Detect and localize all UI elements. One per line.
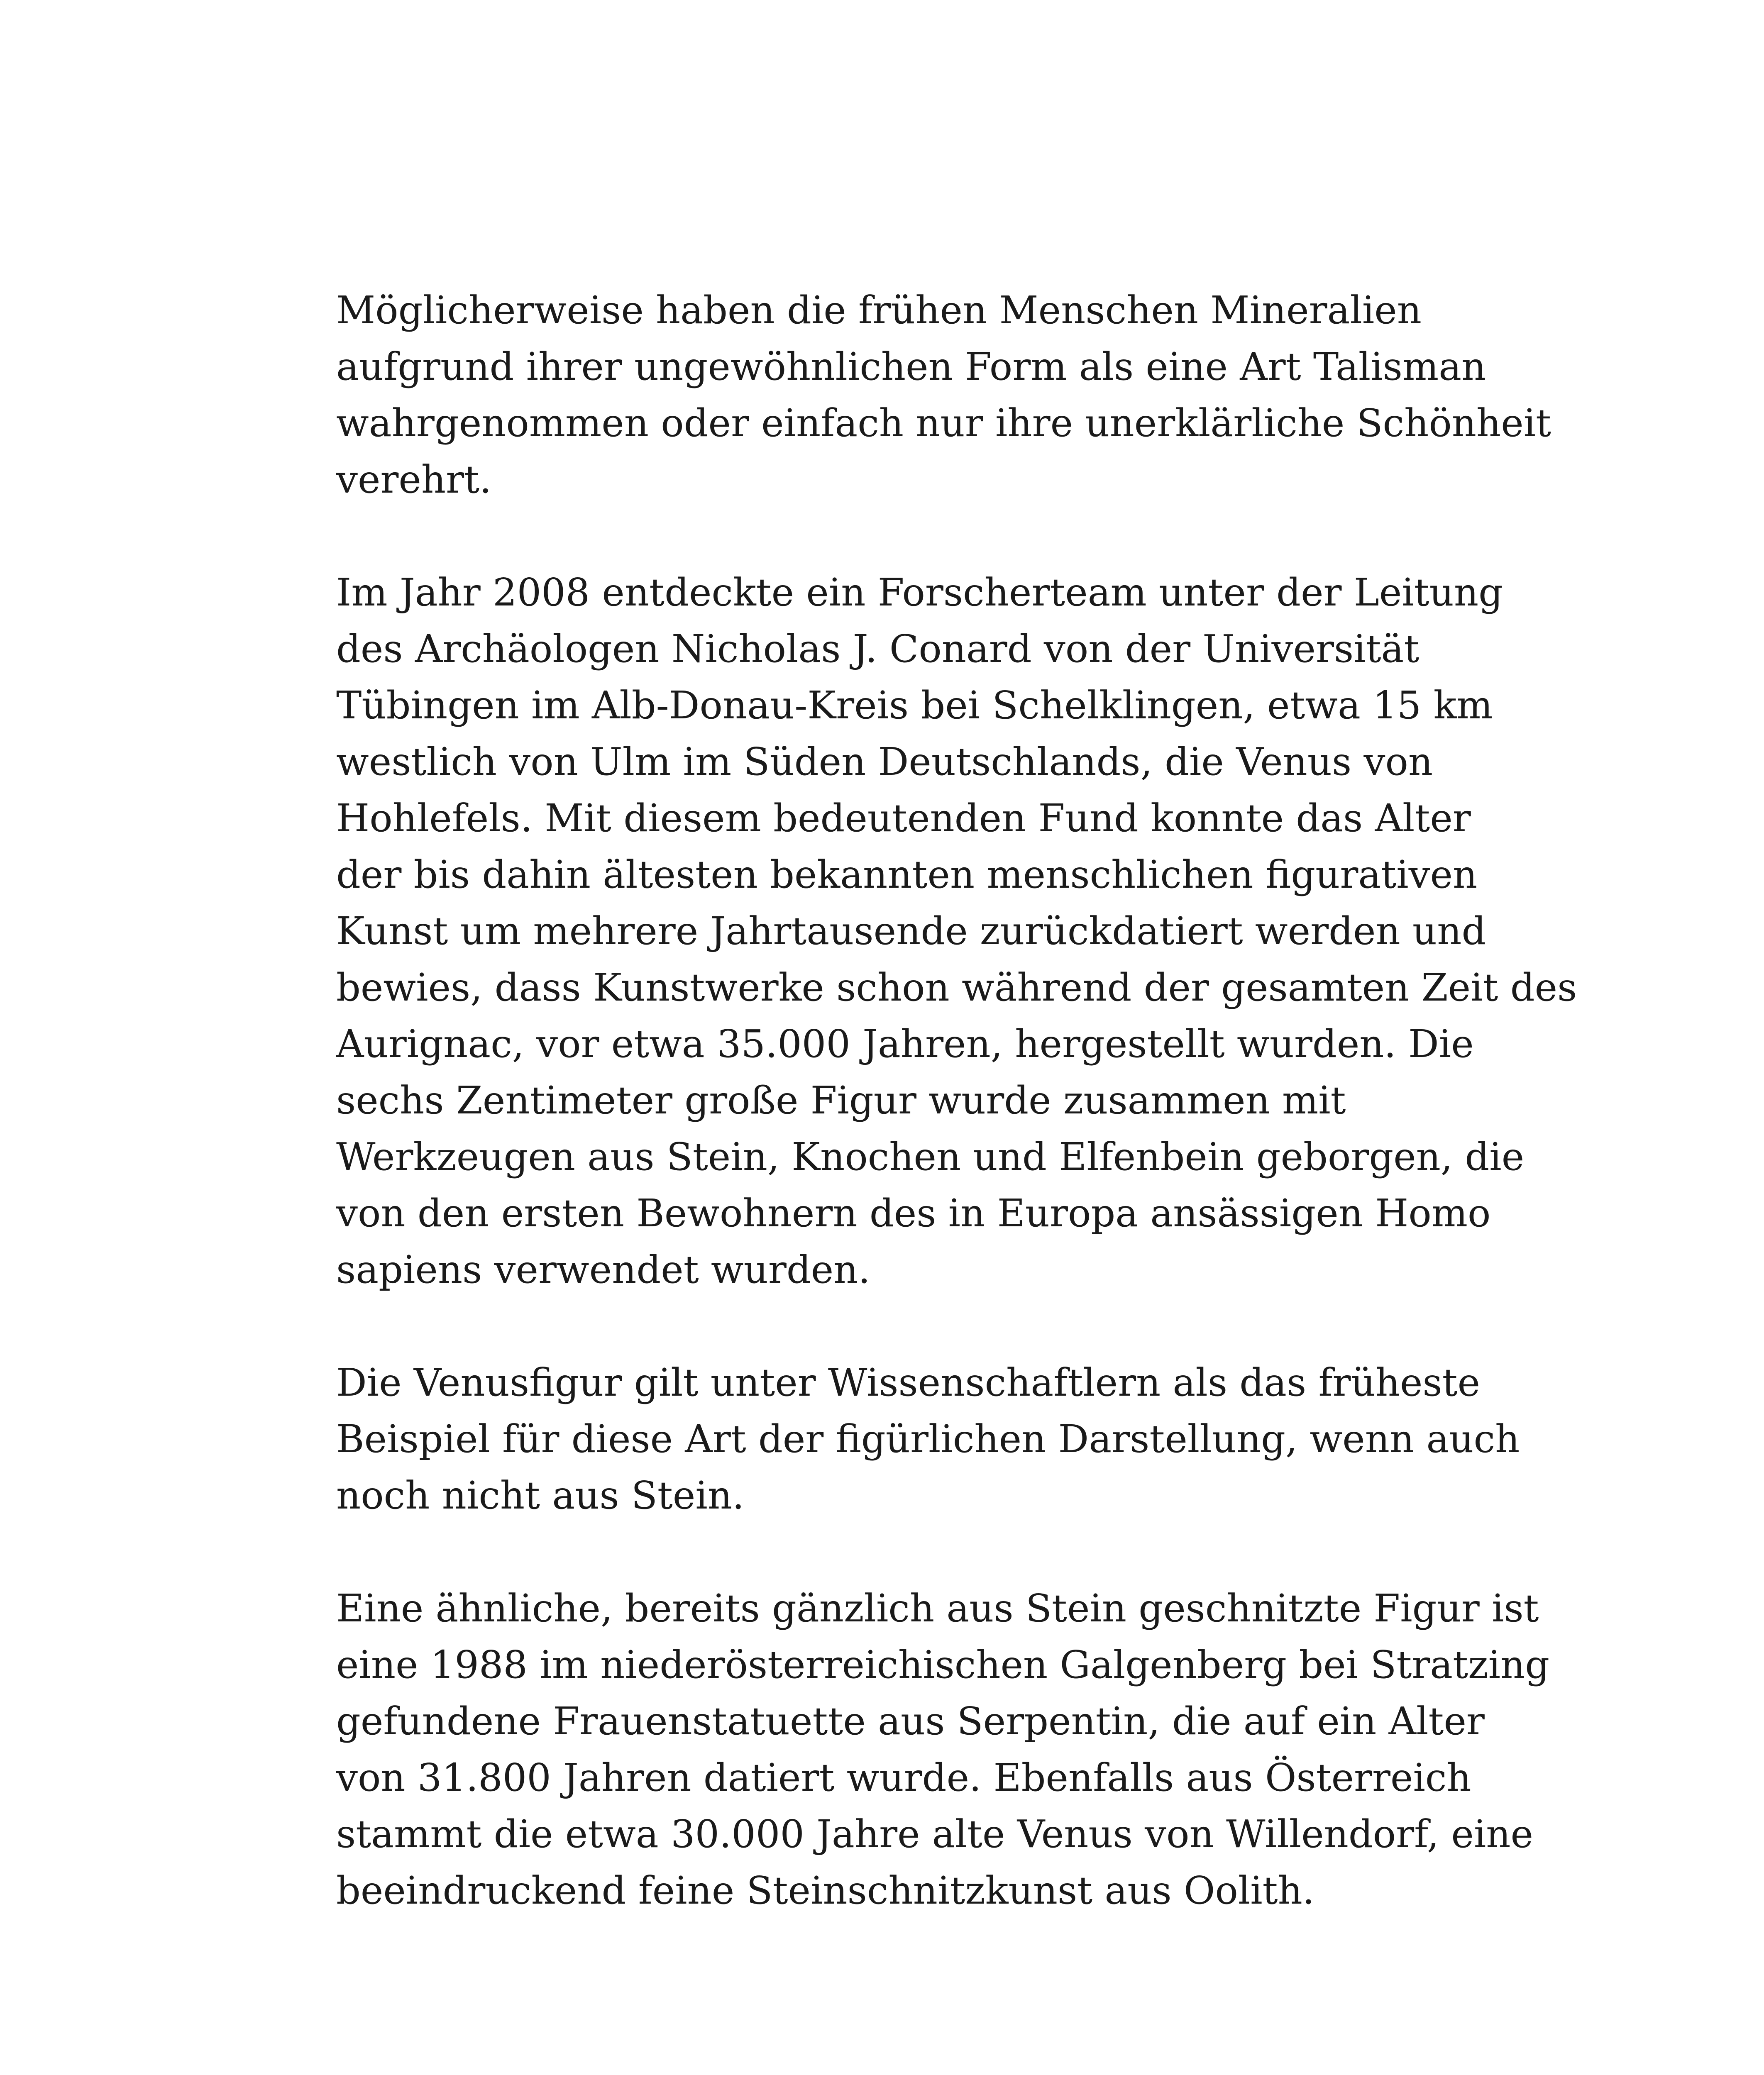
- paragraph-4: [336, 1580, 1550, 1919]
- text-line: bewies, dass Kunstwerke schon während der gesamten Zeit des: [336, 965, 1577, 1010]
- text-line: verehrt.: [336, 457, 492, 502]
- text-line: wahrgenommen oder einfach nur ihre unerklärliche Schönheit: [336, 401, 1551, 445]
- text-line: Tübingen im Alb-Donau-Kreis bei Schelklingen, etwa 15 km: [336, 683, 1493, 727]
- text-line: beeindruckend feine Steinschnitzkunst aus Oolith.: [336, 1868, 1315, 1913]
- paragraph-3: [336, 1355, 1520, 1524]
- text-line: stammt die etwa 30.000 Jahre alte Venus von Willendorf, eine: [336, 1812, 1533, 1856]
- text-line: der bis dahin ältesten bekannten menschlichen figurativen: [336, 852, 1478, 897]
- text-line: Aurignac, vor etwa 35.000 Jahren, hergestellt wurden. Die: [336, 1022, 1474, 1066]
- text-line: gefundene Frauenstatuette aus Serpentin, die auf ein Alter: [336, 1699, 1485, 1743]
- text-line: von 31.800 Jahren datiert wurde. Ebenfalls aus Österreich: [336, 1755, 1471, 1800]
- text-line: Beispiel für diese Art der figürlichen Darstellung, wenn auch: [336, 1417, 1520, 1461]
- text-line: von den ersten Bewohnern des in Europa ansässigen Homo: [336, 1191, 1491, 1235]
- text-line: sapiens verwendet wurden.: [336, 1247, 870, 1292]
- paragraph-2: [336, 564, 1577, 1298]
- text-line: des Archäologen Nicholas J. Conard von der Universität: [336, 627, 1420, 671]
- text-line: Im Jahr 2008 entdeckte ein Forscherteam unter der Leitung: [336, 570, 1503, 615]
- text-line: sechs Zentimeter große Figur wurde zusammen mit: [336, 1078, 1346, 1123]
- text-line: eine 1988 im niederösterreichischen Galgenberg bei Stratzing: [336, 1643, 1550, 1687]
- text-line: Hohlefels. Mit diesem bedeutenden Fund konnte das Alter: [336, 796, 1471, 840]
- text-line: Werkzeugen aus Stein, Knochen und Elfenbein geborgen, die: [336, 1135, 1525, 1179]
- text-line: Die Venusfigur gilt unter Wissenschaftlern als das früheste: [336, 1360, 1481, 1405]
- text-line: westlich von Ulm im Süden Deutschlands, die Venus von: [336, 740, 1433, 784]
- body-text: [336, 282, 1577, 1975]
- text-line: noch nicht aus Stein.: [336, 1473, 745, 1518]
- paragraph-1: [336, 282, 1551, 508]
- text-line: Kunst um mehrere Jahrtausende zurückdatiert werden und: [336, 909, 1486, 953]
- text-line: Möglicherweise haben die frühen Menschen Mineralien: [336, 288, 1422, 332]
- text-line: aufgrund ihrer ungewöhnlichen Form als eine Art Talisman: [336, 344, 1486, 389]
- text-line: Eine ähnliche, bereits gänzlich aus Stein geschnitzte Figur ist: [336, 1586, 1539, 1631]
